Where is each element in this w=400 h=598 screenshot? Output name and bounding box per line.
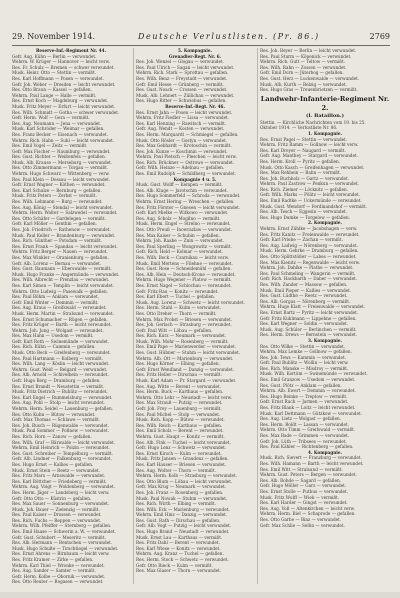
list-entry: Res. Fritz Förster — Gnesen — leicht verwundet. [136,204,241,210]
list-entry: Res. Paul Sperling — Wongrowitz — vermißt. [136,243,232,249]
list-entry: Wehrm. Aug. Voigt — Woldenberg — verwundet. [12,484,115,490]
list-entry: Res. Fritz Kanitz — Freienwalde — verwundet. [260,231,360,237]
list-entry: Musk. Herm. Gehrke — Dramburg — gefallen. [260,248,359,254]
list-entry: Gefr. Aug. Wendt — Kosten — verwundet. [136,126,225,132]
list-entry: Wehrm. Wilh. Pfeiffer — Sternberg — gefallen. [12,523,112,529]
list-entry: Gefr. Max Schlie — Sellin — verwundet. [260,522,345,528]
list-entry: Res. Gust. Herz — Luckenwalde — verwundet. [260,75,360,81]
list-entry: Wehrm. Hugo Wegener — Flatow — vermißt. [136,277,232,283]
list-entry: Gefr. Alb. Lorenz — Bernau — verwundet. [12,260,102,266]
list-entry: Res. Wilh. Benz — Freystadt — verwundet. [136,75,228,81]
list-entry: Gefr. Herm. Wolf — Gera — vermißt. [12,115,90,121]
list-entry: Gefr. Joh. Frey — Lauenburg — vermißt. [136,406,222,411]
list-entry: Res. Fritz Marx — Arnswalde — verwundet. [12,473,106,479]
list-entry: Gefr. Paul Witt — Löbau — gefallen. [136,327,213,333]
list-entry: Res. Otto Splittstößer — Labes — verwundet. [260,254,357,259]
list-entry: Res. Herm. Stock — Schwetz — verwundet. [136,557,229,563]
list-entry: Musk. Emil Mertens — Filehne — verwundet. [136,260,233,266]
list-entry: Res. Emil Vogel — Zeitz — vermißt. [12,143,88,149]
list-entry: Res. Otto Dreher — Thorn — vermißt. [136,310,217,316]
list-entry: Res. Alb. Gorgas — Nörenberg — vermißt. [260,298,351,304]
list-entry: Res. Ernst Schumacher — Rügen — gefallen. [12,316,108,322]
list-entry: Musk. Paul Sommer — Pollnow — verwundet. [12,428,109,434]
list-entry: Wehrm. Rich. Hahn — Suhl — leicht verwundet. [12,137,115,143]
list-entry: Res. Joh. Beyer — Berlin — leicht verwundet. [260,48,357,53]
list-entry: Musk. Gust. Wendorf — Ferdinandshof — vermißt. [260,203,368,209]
section-heading: Landwehr-Infanterie-Regiment Nr. 2. [260,94,390,112]
list-entry: Res. Joh. Tews — Kammin — verwundet. [260,354,346,360]
list-entry: Res. Karl Hoffmann — Posen — verwundet. [12,75,104,81]
list-entry: Musk. Heinr. Otto — Stettin — vermißt. [12,70,97,76]
list-entry: Wehrm. Ernst Hering — Wreschen — gefallen. [136,199,235,205]
list-entry: Musk. Hugo Franke — Angermünde — verwundet. [12,271,120,277]
list-entry: Res. Aug. König — Stendal — leicht verwundet. [12,204,113,210]
list-entry: Gefr. Hugo Berg — Dramburg — gefallen. [12,378,101,384]
list-entry: Wehrm. Max Lemke — Gollnow — gefallen. [260,349,352,355]
list-entry: Res. Wilh. Reich — Karthaus — gefallen. [136,422,223,428]
column-divider [257,48,258,584]
list-entry: Res. Joh. Wenzel — Glogau — verwundet. [136,59,224,65]
list-entry: Musk. Wilh. Kortüm — Swinemünde — verwundet. [260,371,368,377]
column-2 [136,48,254,584]
page-header [12,31,390,43]
list-entry: Res. Gust. Rath — Dirschau — gefallen. [136,517,221,523]
list-entry: Res. Paul Hartmann — Kolberg — vermißt. [12,355,104,361]
list-entry: Musk. Otto Beck — Greifenberg — verwundet. [12,350,111,356]
list-entry: Stettin. — Kirchliche Nachrichten vom 19. bis 25. [260,119,366,125]
list-entry: Musk. Fritz Peters — Zerbst — vermißt. [12,193,97,199]
list-entry: Gefr. Rich. Hackbarth — Daber — verwundet. [260,276,358,282]
list-entry: Res. Karl Harder — Gingst — verwundet. [260,500,348,506]
list-entry: Res. Gust. Lüdtke — Reetz — verwundet. [260,293,348,299]
list-entry: Musk. Hugo Schulte — Tirschtiegel — verwundet. [12,545,119,551]
list-entry: 2. Kompagnie. [308,220,342,226]
list-entry: Res. Aug. Kraus — Greifswald — verwundet. [12,305,107,311]
list-entry: Res. Ernst Ahrens — Birnbaum — leicht verw. [12,551,110,557]
list-entry: Res. Ernst Jahn — Posen — leicht verwundet. [136,109,233,115]
list-entry: Grenadier-Regt. Nr. 6. [168,53,222,59]
list-entry: Musk. Rich. Kopp — Bütow — verwundet. [136,417,225,423]
list-entry: Gefr. Wilh. Marks — Pölitz — leicht verwundet. [260,192,360,198]
list-entry: Wehrm. Herm. Biel — Schaprode — gefallen. [260,511,356,517]
list-entry: Gefr. Otto Otto — Küstrin — gefallen. [12,495,92,501]
list-entry: Gefr. Herm. Kolbe — Obornik — verwundet. [12,573,106,579]
list-entry: Res. Aug. Voß — Altenkirchen — leicht verw. [260,505,355,511]
list-entry: Res. Wilh. Graf — Bärwalde — leicht verwundet. [12,439,116,445]
list-entry: Gefr. Karl Mielke — Witkowo — verwundet. [136,210,229,216]
list-entry: Gefr. Karl Priebe — Zachan — vermißt. [260,237,343,243]
list-entry: Musk. Fritz Meyer — Erfurt — leicht verwundet. [12,103,116,109]
list-entry: Musk. Aug. Lorenz — Schwetz — leicht verwundet. [136,299,245,305]
list-entry: Wehrm. Joh. Dahlke — Plathe — verwundet. [260,265,354,271]
list-entry: Res. Hugo Ernst — Kallies — gefallen. [12,461,94,467]
list-entry: Res. Alb. Kluge — Jarotschin — verwundet. [136,187,228,193]
list-entry: Res. Alb. Hermann — Bentschen — verwundet. [12,540,113,546]
list-entry: Musk. Fritz Wulff — Wiek — vermißt. [260,494,340,500]
list-entry: Res. Otto Wilke — Stettin — verwundet. [260,343,346,349]
header-title [138,31,320,43]
list-entry: Wehrm. Fritz Berger — Nauen — verwundet. [12,249,108,255]
list-entry: Res. Ernst Stolle — Putbus — verwundet. [260,488,349,494]
list-entry: Gefr. Max Fischer — Naumburg — verwundet. [12,148,111,154]
list-entry: Res. Rich. Wirth — Elbing — vermißt. [136,501,217,507]
list-entry: Res. Wilh. Bock — Czarnikau — leicht verw. [136,254,230,260]
list-entry: Gefr. Aug. Manthey — Stargard — verwundet. [260,153,358,159]
list-entry: Res. Karl Dreyer — Naugard — vermißt. [260,147,346,153]
list-entry: Gefr. Wilh. Heinze — Adelnau — gefallen. [136,165,225,171]
list-entry: Res. Hugo Körner — Elbing — gefallen. [136,361,220,367]
list-entry: Wehrm. Alb. Ott — Marienburg — verwundet. [136,355,234,361]
list-entry: 5. Kompagnie. [178,48,212,53]
list-entry: Res. Joh. Gerlach — Strasburg — verwundet. [136,322,232,328]
list-entry: Wehrm. Karl Thiel — Wronke — verwundet. [12,562,105,568]
list-entry: Res. Aug. Pohl — Stolp — leicht verwundet. [12,400,105,406]
list-entry: Res. Paul Klein — Dessau — leicht verwundet. [12,176,111,182]
column-3-list [260,137,390,529]
list-entry: Wehrm. Gust. Haupt — Konitz — vermißt. [136,433,225,439]
list-entry: Res. Herm. Kroll — Pyritz — gefallen. [260,158,341,164]
list-entry: Res. Gust. Plötz — Anklam — gefallen. [260,382,342,388]
list-entry: Res. Otto Preuß — Inowrazlaw — verwundet. [136,227,233,232]
list-entry: Wehrm. Emil Heinrich — Polzin — verwundet. [12,445,110,451]
list-entry: Res. Joh. Kunze — Koschmin — verwundet. [136,148,228,154]
list-entry: Wehrm. Fritz Ramm — Gollnow — leicht verw. [260,142,359,148]
list-entry: Res. Otto Kuhn — Bütow — verwundet. [12,411,96,417]
header-date: 29. November 1914. [12,32,96,41]
list-entry: Wehrm. Aug. Kranz — Tuchel — gefallen. [136,551,224,557]
list-entry: Wehrm. Joh. Jung — Wolgast — verwundet. [12,327,104,333]
list-entry: Res. Rich. Günther — Potsdam — vermißt. [12,238,103,244]
list-entry: Res. Franz Becker — Eisenach — verwundet. [12,131,108,137]
list-entry: Gefr. Rich. Held — Kolmar — verwundet. [136,249,223,255]
list-entry: Res. Fritz Blank — Loitz — leicht verwundet. [260,405,356,411]
list-entry: Wehrm. Hugo Schwarz — Wittenberg — verw. [12,171,110,177]
list-entry: Res. Ernst Kirsch — Kulm — verwundet. [136,450,222,456]
list-entry: Res. Wilh. Rahn — Zossen — verwundet. [260,64,347,70]
list-entry: Res. Karl Engel — Rummelsburg — verwundet. [12,394,113,400]
list-entry: Gefr. Joh. Weber — Dresden — leicht verwundet. [12,81,116,87]
list-entry: Res. Joh. Franz — Rosenberg — gefallen. [136,489,224,495]
list-entry: Reserve-Inf.-Regiment Nr. 44. [35,48,107,53]
list-entry: Res. Otto Blum — Löbau — leicht verwundet. [136,478,233,484]
list-entry: Res. Hugo Brand — Neustadt — verwundet. [136,529,230,535]
list-entry: Res. Otto Schäfer — Gardelegen — vermißt. [12,215,106,221]
list-entry: 3. Kompagnie. [308,337,342,343]
list-entry: Gefr. Karl Möller — Genthin — gefallen. [12,221,97,227]
list-entry: Res. Hugo Reinke — Treptow — vermißt. [260,393,348,399]
list-entry: Res. Max Strauß — Putzig — verwundet. [136,400,223,406]
list-entry: Res. Joh. Busch — Rügenwalde — verwundet. [12,422,109,428]
list-entry: Res. Max Kaiser — Schubin — gefallen. [136,232,220,238]
list-entry: Res. Joh. Friedrich — Rathenow — verwundet. [12,227,111,232]
list-entry: Gefr. Max Krug — Neumark — verwundet. [136,484,227,490]
list-entry: Res. Paul Schmeling — Wangerin — vermißt. [260,270,356,276]
list-entry: Res. Herm. Buck — Karthaus — gefallen. [136,389,224,395]
list-entry: Res. Wilh. Lehmann — Burg — verwundet. [12,199,103,205]
list-entry: Res. Aug. Scholz — Mogilno — vermißt. [136,215,221,221]
list-entry: Res. Gust. Hübner — Stuhm — leicht verwundet. [136,350,241,356]
list-entry: Wehrm. Gust. Weiß — Belgard — verwundet. [12,366,108,372]
list-entry: Res. Herm. Drews — Bernstein — verwundet. [260,332,358,338]
list-entry: Res. Gust. Richter — Weißenfels — gefallen. [12,154,107,160]
list-entry: Res. Fritz Dahl — Berent — verwundet. [136,540,220,546]
list-entry: Res. Karl Hauser — Briesen — verwundet. [136,461,227,467]
list-entry: Musk. Paul Nowak — Stuhm — verwundet. [136,495,228,501]
header-title-text: Deutsche Verlustlisten. [138,32,269,41]
list-entry: Musk. Ernst Lau — Karthaus — vermißt. [136,534,223,540]
list-entry: Res. Rich. Brückner — Ostrowo — verwundet. [136,159,235,165]
list-entry: Musk. Otto Rösler — Gostyn — verwundet. [136,137,228,143]
list-entry: Res. Otto Zimmermann — Torgau — vermißt. [12,165,109,171]
list-entry: Res. Aug. Witte — Berent — verwundet. [136,383,222,389]
list-entry: Res. Karl Schulze — Bernburg — gefallen. [12,187,102,193]
list-entry: Res. Alb. Hein — Deutsch-Krone — verwundet. [136,271,236,277]
list-entry: Res. Emil Scholz — Berent — verwundet. [136,428,224,434]
list-entry: Res. Herm. Marquardt — Schmiegel — gefallen. [136,131,239,137]
list-entry: Res. Herm. Boldt — Lassan — verwundet. [260,421,349,427]
list-entry: Wehrm. Paul Zastrow — Penkun — verwundet. [260,181,360,187]
column-3-top-list [260,48,390,93]
list-entry: Reserve-Inf.-Regt. Nr. 46. [165,103,225,109]
list-entry: Res. Gust. Baumann — Eberswalde — vermißt. [12,266,112,272]
list-entry: Res. Wilh. Albrecht — Prenzlau — verwundet. [12,277,110,283]
list-entry: Wehrm. Otto Timm — Greifswald — vermißt. [260,427,356,433]
list-entry: Res. Joh. Buchholz — Gartz — verwundet. [260,175,350,181]
list-entry: Res. Rich. Kurz — Neumark — verwundet. [136,333,227,339]
list-entry: Res. Otto Reuter — Rogasen — verwundet. [12,579,104,584]
list-entry: Res. Ernst Frank — Spandau — leicht verwundet. [12,243,118,249]
list-entry: Musk. Emil Pieper — Kallies — verwundet. [260,287,352,293]
list-entry: Musk. Alb. Krause — Merseburg — verwundet. [12,159,113,165]
list-entry: Musk. Paul Keller — Brandenburg — verwundet. [12,232,116,238]
list-entry: Wehrm. Ernst Zühlke — Jacobshagen — verw. [260,226,358,232]
list-entry: Res. Rich. Ziemer — Löcknitz — gefallen. [260,186,349,192]
list-entry: Musk. Alb. Lehnert — Züllichau — verwundet. [136,92,235,98]
list-entry: Res. Karl Ebert — Tuchel — gefallen. [136,294,216,300]
list-entry: Res. Otto Garbe — Binz — verwundet. [260,516,342,522]
list-entry: Res. Paul Ulrich — Sagan — leicht verwundet. [136,64,235,70]
list-entry: Res. Paul Sturm — Köpenick — verwundet. [260,53,352,59]
list-entry: Gefr. Hugo Möller — Garz — verwundet. [260,483,347,489]
list-entry: Musk. Alb. Kurth — Belzig — verwundet. [260,81,347,87]
list-entry: Musk. Herm. Engel — Strelno — verwundet. [136,221,231,227]
list-entry: Res. Ernst Brandt — Neustettin — vermißt. [12,383,105,389]
list-entry: Res. Gust. Schreiber — Tempelburg — vermißt. [12,450,114,456]
list-entry: Res. Ernst Koch — Magdeburg — verwundet. [12,98,109,104]
list-entry: Wehrm. Paul Pietsch — Pleschen — leicht verw. [136,154,237,160]
list-entry: Gefr. Joh. Lüth — Tribsees — verwundet. [260,438,347,444]
list-entry: 1. Kompagnie. [308,130,342,136]
header-issue: (Pr. 86.) [273,32,320,41]
list-entry: Res. Max Rehbein — Bahn — vermißt. [260,170,342,176]
list-entry: Res. Gust. Noack — Crossen — verwundet. [136,87,228,93]
list-entry: Res. Emil Witt — Stralsund — vermißt. [260,466,343,472]
list-entry: Res. Rich. Manske — Misdroy — vermißt. [260,365,349,371]
list-entry: Res. Max Hahn — Usedom — vermißt. [12,333,94,339]
list-entry: Res. Emil Rudolph — Schildberg — verwundet. [136,171,237,177]
list-entry: Res. Wilh. Lang — Köslin — leicht verwundet. [12,361,110,367]
list-entry: Res. Hugo Dumke — Torgelow — gefallen. [260,214,351,220]
list-entry: Res. Herm. Jäger — Landsberg — leicht verw. [12,489,110,495]
list-entry: Res. Rich. Kühn — Cammin — gefallen. [12,344,96,350]
list-entry: Res. Emil Pape — Marienwerder — verwundet. [136,344,236,350]
list-entry: Res. Hugo Gras — Treuenbrietzen — vermißt. [260,87,358,93]
list-entry: Oktober 1914. — Verlustliste Nr. 86. [260,125,338,131]
list-entry: Res. Aug. Lietz — Wolgast — gefallen. [260,416,341,422]
list-entry: Musk. Aug. Schüler — Berlinchen — vermißt. [260,326,357,332]
list-entry: Gefr. Hugo Lenz — Schwetz — verwundet. [136,445,227,451]
list-entry: Res. Ernst Pagel — Stettin — verwundet. [260,136,348,142]
list-entry: Musk. Wilh. Mohr — Rosenberg — vermißt. [136,338,229,344]
list-entry: Res. Herm. Stahl — Kulm — verwundet. [136,305,222,311]
list-entry: Gefr. Emil Dorn — Jüterbog — gefallen. [260,70,344,76]
list-entry: Res. Ernst Nagel — Schlochau — verwundet. [136,282,232,288]
list-entry: Res. Max Glaser — Thorn — verwundet. [136,568,222,574]
list-entry: Gefr. Karl Roth — Swinemünde — verwundet. [12,338,110,344]
list-entry: Musk. Otto Kasch — Greifenhagen — verwundet. [260,164,365,170]
list-entry: Res. Karl Wegner — Soldin — verwundet. [260,321,349,327]
list-entry: Gefr. Alb. Vogt — Putzig — leicht verwundet. [136,523,232,529]
list-entry: Musk. Gust. Wolff — Kempen — vermißt. [136,182,223,188]
list-entry: Wehrm. Herm. Kolb — Strasburg — verwundet. [136,473,238,479]
list-entry: Res. Aug. Ladwig — Nörenberg — verwundet. [260,242,358,248]
column-divider [133,48,134,584]
list-entry: Gefr. Ernst Wagner — Köthen — verwundet. [12,182,106,188]
list-entry: Res. Alb. Arnold — Schivelbein — verwundet. [12,372,109,378]
list-entry: Res. Paul Michel — Stolp — verwundet. [136,411,221,417]
list-entry: Musk. Rich. Sievert — Franzburg — verwundet. [260,455,362,461]
list-entry: Res. Paul Kähler — Richtenberg — gefallen. [260,444,354,450]
list-entry: Res. Paul Kaiser — Drossen — verwundet. [12,512,102,518]
list-entry: Res. Aug. Neumann — Jena — verwundet. [12,120,102,126]
list-entry: Res. Aug. Sander — Samter — vermißt. [12,568,96,574]
list-entry: Musk. Joh. Bauer — Zielenzig — vermißt. [12,506,100,512]
list-entry: Res. Wilh. Schmidt — Gotha — schwer verwundet. [12,109,120,115]
list-entry: Gefr. Fritz Kuhlmann — Lippehne — gefallen. [260,315,357,321]
list-entry: Res. Alb. Tesch — Eggesin — verwundet. [260,209,348,215]
list-entry: Musk. Karl Dettmann — Gützkow — verwundet. [260,410,362,416]
list-entry: Res. Karl Böttcher — Friedeberg — vermißt. [12,478,107,484]
list-entry: Res. Hugo Sommerfeld — Schroda — verwundet. [136,193,241,199]
list-entry: Res. Otto Braun — Kassel — gefallen. [12,87,92,93]
list-entry: Gefr. Max Thomas — Schlawe — vermißt. [12,417,101,423]
list-entry: Gefr. Emil Winter — Demmin — vermißt. [12,299,99,305]
list-entry: Res. Max Sauer — Sonnenburg — verwundet. [12,501,110,507]
list-entry: Res. Aug. Wolter — Thorn — vermißt. [136,467,216,473]
list-entry: Gefr. Gust. Schubert — Meseritz — vermißt. [12,534,106,540]
list-entry: Musk. Fritz Dietrich — Bublitz — verwundet. [12,389,108,395]
list-entry: Wehrm. Fritz Fiedler — Lissa — verwundet. [136,115,230,121]
list-entry: Wehrm. Emil Hinz — Danzig — verwundet. [136,512,228,518]
list-entry: Res. Hugo Ritter — Schwiebus — gefallen. [136,98,227,104]
list-entry: Res. Gust. Rose — Schneidemühl — gefallen. [136,266,232,272]
list-entry: Wehrm. Hugo Klatt — Freienwalde — verwundet. [260,304,366,310]
list-entry: Kompagnie 4 u. 5. [173,176,217,182]
list-entry: Res. Fritz Heller — Dirschau — vermißt. [136,372,222,378]
list-entry: Res. Max Bade — Grimmen — verwundet. [260,433,350,438]
list-entry: Wehrm. W. Krüger — Hannover — leicht verw. [12,59,111,65]
list-entry: Wehrm. Paul Lange — Halle — vermißt. [12,92,97,98]
section-subheading: (I. Bataillon.) [306,112,344,119]
list-entry: Musk. Fritz Jansen — Graudenz — gefallen. [136,456,229,462]
list-entry: Res. Emil Radtke — Ückermünde — verwundet. [260,198,362,204]
list-entry: Gefr. Ernst Ruch — Jarmen — verwundet. [260,399,349,405]
page-bottom-edge [0,592,400,598]
list-entry: Res. Wilh. Hamann — Barth — leicht verwundet. [260,460,364,466]
section-intro [260,120,390,137]
list-entry: Res. Emil Granzow — Usedom — verwundet. [260,377,356,383]
list-entry: Wehrm. Otto Lehr — Neustadt — leicht verw. [136,394,233,400]
list-entry: Res. Karl Wiese — Konitz — verwundet. [136,545,221,551]
list-entry: Musk. Ernst Stein — Reetz — verwundet. [12,467,101,473]
list-entry: Res. Karl Simon — Templin — leicht verwundet. [12,282,115,288]
list-entry: Wehrm. Rich. Gutt — Teltow — vermißt. [260,59,346,65]
list-entry: Res. Emil Haase — Schwerin a. W. — verwundet. [12,529,116,535]
list-entry: Res. Alb. Fink — Tuchel — leicht verwundet. [136,439,231,445]
list-entry: Gefr. Emil Hesse — Grünberg — vermißt. [136,81,224,87]
list-entry: Res. Karl Henning — Rawitsch — vermißt. [136,120,227,126]
list-entry: Wehrm. Max Probst — Briesen — verwundet. [136,316,233,322]
list-entry: 4. Kompagnie. [308,449,342,455]
list-entry: Gefr. Alb. Lindner — Falkenburg — verwundet. [12,456,112,462]
list-entry: Wehrm. Herm. Walter — Salzwedel — verwundet. [12,210,118,216]
list-entry: Wehrm. Rich. Stark — Sprottau — gefallen. [136,70,229,76]
list-entry: Wehrm. Joh. Raabe — Znin — verwundet. [136,238,225,244]
list-entry: Res. Ernst Bartz — Pyritz — leicht verwundet. [260,309,359,315]
list-entry: Gefr. Fritz Rau — Konitz — verwundet. [136,288,219,294]
list-entry: Res. Max Gebhardt — Krotoschin — vermißt. [136,143,232,149]
list-entry: Wehrm. Herm. Seidel — Lauenburg — gefallen. [12,406,114,411]
list-entry: Gefr. Ernst Wendland — Danzig — verwundet. [136,366,234,372]
list-entry: Musk. Herm. Martin — Stralsund — verwundet. [12,310,114,316]
list-entry: Wehrm. Alb. Ewert — Demmin — verwundet. [260,388,356,394]
list-entry: Musk. Karl Adam — Pr. Stargard — verwundet. [136,378,237,384]
list-entry: Gefr. Aug. Kühn — Berlin — verwundet. [12,53,97,59]
list-entry: Res. Alb. Rohde — Sagard — gefallen. [260,477,341,483]
list-entry: Res. Max Winkler — Oranienburg — gefallen. [12,254,109,260]
list-entry: Res. Wilh. Eck — Marienburg — verwundet. [136,506,230,512]
list-entry: Res. Wilh. Zander — Massow — gefallen. [260,281,348,287]
list-entry: Musk. Karl Schröder — Weimar — gefallen. [12,126,105,132]
list-entry: Wehrm. Otto Ludwig — Pasewalk — gefallen. [12,288,108,294]
list-entry: Gefr. Otto Rieck — Kulm — vermißt. [136,562,213,568]
list-entry: Res. Rich. Fuchs — Reppen — verwundet. [12,517,102,523]
page-number: 2769 [369,32,390,41]
list-entry: Res. Fritz Krüger — Barth — leicht verwundet. [12,322,112,328]
list-entry: Res. Fr. Schulz — Bremen — schwer verwundet. [12,64,115,70]
column-1 [12,48,130,584]
list-entry: Wehrm. Gust. Peters — Bergen — verwundet. [260,472,357,478]
list-entry: Res. Rich. Horn — Zanow — gefallen. [12,433,92,439]
list-entry: Gefr. Paul Bublitz — Wollin — leicht verw. [260,360,349,366]
list-entry: Res. Paul Böhm — Anklam — verwundet. [12,294,99,300]
list-entry: Res. Fritz Kramer — Zirke — gefallen. [12,557,94,563]
header-rule [12,45,390,46]
column-3 [260,48,390,584]
list-entry: Res. Max Kienitz — Regenwalde — leicht verw. [260,259,361,265]
